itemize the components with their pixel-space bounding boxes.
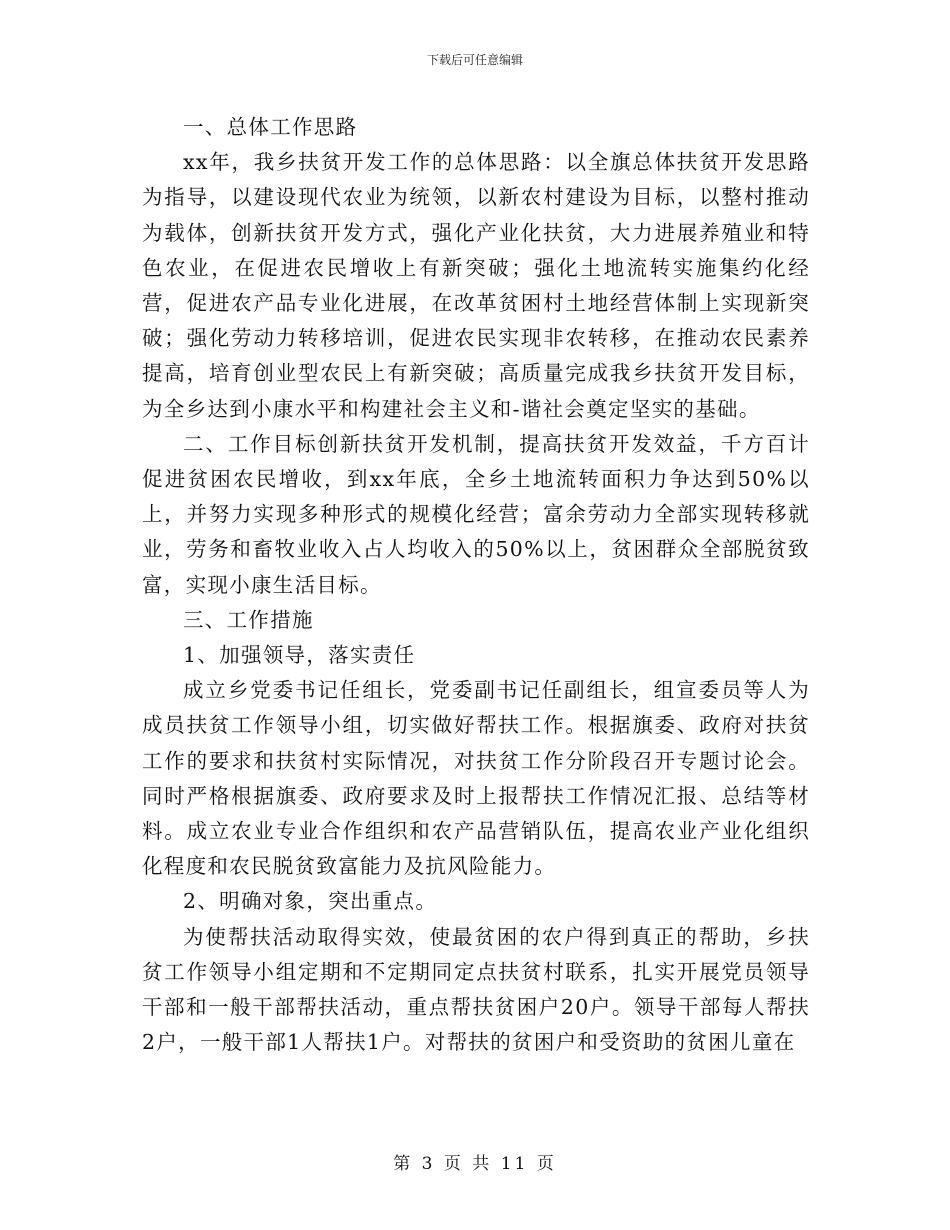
page-header-note: 下载后可任意编辑 [426,53,523,67]
section-heading-overall-approach: 一、总体工作思路 [183,115,358,139]
subheading-targets: 2、明确对象，突出重点。 [183,889,438,914]
page-number: 第 3 页 共 11 页 [393,1154,557,1174]
paragraph-overall-approach: xx年，我乡扶贫开发工作的总体思路：以全旗总体扶贫开发思路为指导，以建设现代农业为统领，以新农村建设为目标，以整村推动为载体，创新扶贫开发方式，强化产业化扶贫，大力进展养殖业和特色农业，在促进农民增收上有新突破；强化土地流转实施集约化经营，促进农产品专业化进展，在改革贫困村土地经营体制上实现新突破；强化劳动力转移培训，促进农民实现非农转移，在推动农民素养提高，培育创业型农民上有新突破；高质量完成我乡扶贫开发目标，为全乡达到小康水平和构建社会主义和-谐社会奠定坚实的基础。 [142,150,810,421]
paragraph-leadership: 成立乡党委书记任组长，党委副书记任副组长，组宣委员等人为成员扶贫工作领导小组，切实做好帮扶工作。根据旗委、政府对扶贫工作的要求和扶贫村实际情况，对扶贫工作分阶段召开专题讨论会。同时严格根据旗委、政府要求及时上报帮扶工作情况汇报、总结等材料。成立农业专业合作组织和农产品营销队伍，提高农业产业化组织化程度和农民脱贫致富能力及抗风险能力。 [142,678,810,879]
subheading-leadership: 1、加强领导，落实责任 [183,643,416,668]
paragraph-targets: 为使帮扶活动取得实效，使最贫困的农户得到真正的帮助，乡扶贫工作领导小组定期和不定期同定点扶贫村联系，扎实开展党员领导干部和一般干部帮扶活动，重点帮扶贫困户20户。领导干部每人帮扶2户，一般干部1人帮扶1户。对帮扶的贫困户和受资助的贫困儿童在 [142,924,810,1055]
section-heading-work-measures: 三、工作措施 [183,607,314,632]
paragraph-work-goals: 二、工作目标创新扶贫开发机制，提高扶贫开发效益，千方百计促进贫困农民增收，到xx年底，全乡土地流转面积力争达到50%以上，并努力实现多种形式的规模化经营；富余劳动力全部实现转移就业，劳务和畜牧业收入占人均收入的50%以上，贫困群众全部脱贫致富，实现小康生活目标。 [142,431,810,597]
document-body [142,110,810,1060]
